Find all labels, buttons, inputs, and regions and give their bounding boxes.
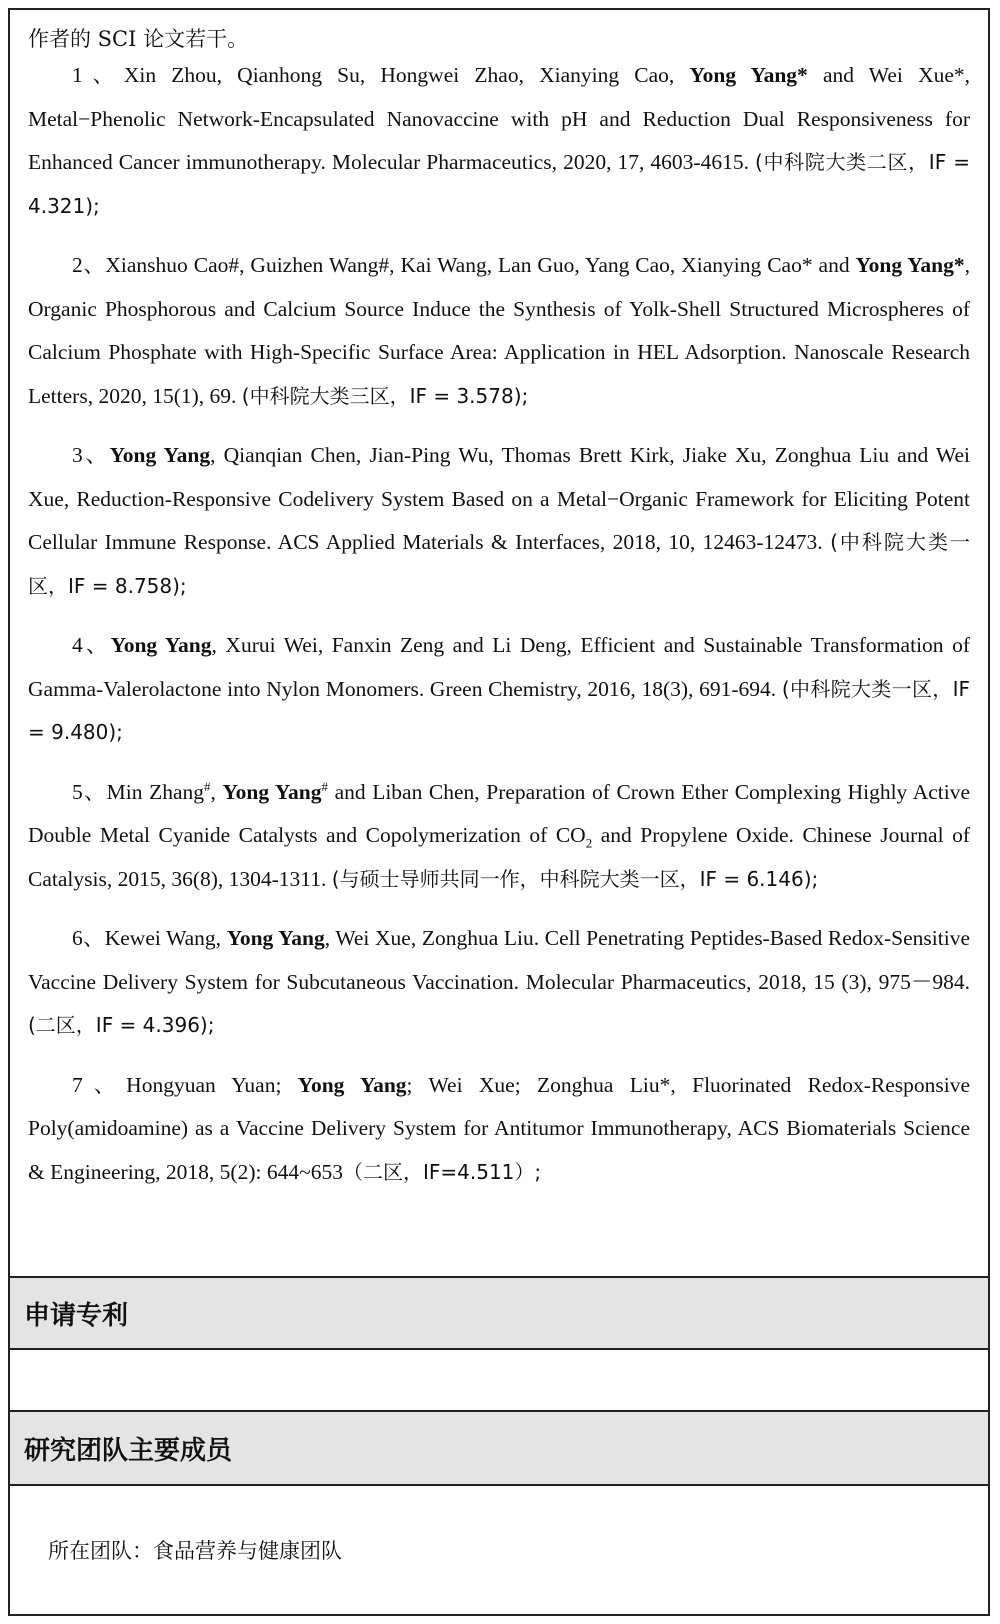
- pub-highlight-author: Yong Yang: [110, 633, 212, 657]
- pub-authors: 3、: [72, 443, 110, 467]
- document-sheet: [8, 8, 990, 1616]
- publication-item: [10, 1064, 988, 1195]
- pub-authors: 6、Kewei Wang,: [72, 926, 227, 950]
- pub-citation-rest: and Propylene Oxide. Chinese Journal of Catalysis, 2015, 36(8), 1304-1311.: [28, 823, 970, 891]
- pub-highlight-author: Yong Yang: [222, 779, 322, 804]
- pub-citation: and Wei Xue*, Metal−Phenolic Network-Encapsulated Nanovaccine with pH and Reduction Dual Responsiveness for Enhanced Cancer immunotherapy. Molecular Pharmaceutics, 2020, 17, 4603-4615.: [28, 63, 971, 174]
- publication-item: [10, 244, 988, 418]
- team-section-title: 研究团队主要成员: [24, 1435, 233, 1466]
- publication-item: [10, 917, 988, 1048]
- pub-highlight-author: Yong Yang*: [689, 63, 808, 87]
- pub-citation: ; Wei Xue; Zonghua Liu*, Fluorinated Redox-Responsive Poly(amidoamine) as a Vaccine Delivery System for Antitumor Immunotherapy, ACS Biomaterials Science & Engineering, 2018, 5(2): 644~653: [28, 1072, 971, 1184]
- pub-authors: 5、Min Zhang: [72, 779, 205, 804]
- publication-item: [10, 771, 988, 902]
- pub-citation: , Xurui Wei, Fanxin Zeng and Li Deng, Efficient and Sustainable Transformation of Gamma-Valerolactone into Nylon Monomers. Green Chemistry, 2016, 18(3), 691-694.: [28, 633, 970, 701]
- pub-ranking-note: (中科院大类三区，IF = 3.578);: [241, 383, 529, 408]
- pub-cofirst-mark: #: [321, 778, 328, 794]
- patent-section-header: [10, 1276, 988, 1350]
- pub-authors: 7、Hongyuan Yuan;: [72, 1072, 298, 1097]
- pub-authors: 2、Xianshuo Cao#, Guizhen Wang#, Kai Wang, Lan Guo, Yang Cao, Xianying Cao* and: [72, 253, 856, 277]
- publication-item: [10, 434, 988, 608]
- pub-ranking-note: (中科院大类一区，IF = 9.480);: [28, 676, 970, 744]
- publication-item: [10, 624, 988, 755]
- pub-authors: 4、: [72, 633, 111, 657]
- patent-section-title: 申请专利: [24, 1300, 129, 1331]
- pub-citation: , Organic Phosphorous and Calcium Source Induce the Synthesis of Yolk-Shell Structured Microspheres of Calcium Phosphate with High-Specific Surface Area: Application in HEL Adsorption. Nanoscale Research Letters, 2020, 15(1), 69.: [28, 253, 970, 408]
- team-section-header: [10, 1410, 988, 1486]
- pub-highlight-author: Yong Yang: [297, 1072, 407, 1097]
- team-name: 食品营养与健康团队: [153, 1539, 342, 1563]
- pub-citation: and Liban Chen, Preparation of Crown Ether Complexing Highly Active Double Metal Cyanide Catalysts and Copolymerization of CO: [28, 779, 971, 847]
- pub-citation: , Qianqian Chen, Jian-Ping Wu, Thomas Brett Kirk, Jiake Xu, Zonghua Liu and Wei Xue, Reduction-Responsive Codelivery System Based on a Metal−Organic Framework for Eliciting Potent Cellular Immune Response. ACS Applied Materials & Interfaces, 2018, 10, 12463-12473.: [28, 443, 970, 554]
- publications-intro: 作者的 SCI 论文若干。: [28, 27, 249, 51]
- pub-citation: , Wei Xue, Zonghua Liu. Cell Penetrating Peptides-Based Redox-Sensitive Vaccine Delivery System for Subcutaneous Vaccination. Molecular Pharmaceutics, 2018, 15 (3), 975－984.: [28, 926, 971, 994]
- pub-ranking-note: (中科院大类二区，IF = 4.321);: [28, 150, 970, 218]
- publication-item: [10, 54, 988, 228]
- pub-highlight-author: Yong Yang: [109, 443, 211, 467]
- pub-subscript: 2: [585, 835, 593, 851]
- pub-highlight-author: Yong Yang*: [855, 253, 965, 277]
- pub-cofirst-mark: #: [204, 778, 211, 794]
- team-section-body: [10, 1486, 988, 1614]
- patent-section-body: [10, 1350, 988, 1410]
- pub-ranking-note: (中科院大类一区，IF = 8.758);: [28, 530, 970, 598]
- pub-highlight-author: Yong Yang: [226, 926, 325, 950]
- pub-authors: 1、Xin Zhou, Qianhong Su, Hongwei Zhao, Xianying Cao,: [72, 63, 690, 87]
- pub-ranking-note: (二区，IF = 4.396);: [28, 1013, 215, 1037]
- publications-cell: [10, 10, 988, 1322]
- pub-ranking-note: (与硕士导师共同一作，中科院大类一区，IF = 6.146);: [331, 866, 819, 891]
- team-label: 所在团队：: [48, 1539, 153, 1563]
- pub-ranking-note: （二区，IF=4.511）;: [342, 1159, 542, 1184]
- pub-separator: ,: [210, 779, 223, 804]
